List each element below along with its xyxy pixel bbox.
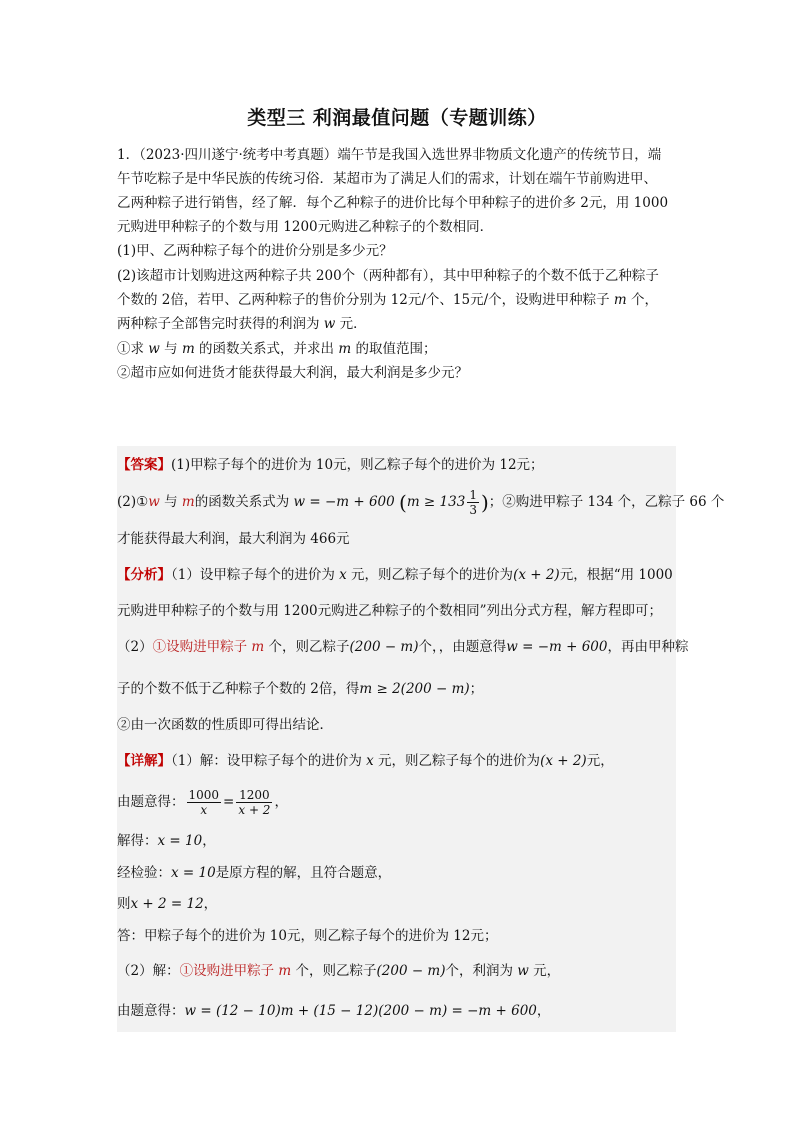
analysis-line-5: ②由一次函数的性质即可得出结论． [117, 717, 333, 733]
detail-text: 个，利润为 [445, 963, 518, 979]
detail-text: （1）解：设甲粽子每个的进价为 [171, 753, 367, 769]
fraction-den: 3 [469, 503, 477, 517]
detail-tag: 【详解】 [117, 753, 171, 769]
answer-line-2 [117, 488, 724, 517]
variable-w: w [517, 963, 529, 979]
formula: (200 − m) [376, 963, 446, 979]
analysis-text: 子的个数不低于乙种粽子个数的 2倍，得 [117, 681, 360, 697]
paren-close: ) [480, 490, 489, 515]
detail-line-5 [117, 895, 217, 913]
detail-line-3 [117, 832, 216, 850]
question-line-2: 午节吃粽子是中华民族的传统习俗．某超市为了满足人们的需求，计划在端午节前购进甲、 [117, 171, 657, 187]
variable-m: m [338, 341, 352, 357]
analysis-tag: 【分析】 [117, 567, 171, 583]
detail-text: 是原方程的解，且符合题意， [215, 865, 392, 881]
analysis-line-1 [117, 566, 673, 584]
detail-text: 解得： [117, 833, 158, 849]
analysis-line-2: 元购进甲种粽子的个数与用 1200元购进乙种粽子的个数相同”列出分式方程，解方程即可； [117, 603, 663, 619]
answer-text: (2)① [117, 494, 149, 510]
detail-text: 由题意得： [117, 1003, 185, 1019]
detail-text: ， [536, 1003, 551, 1019]
formula: m ≥ 133 [406, 494, 466, 510]
detail-text: ， [274, 794, 288, 810]
detail-text: 元， [528, 963, 561, 979]
detail-text: （2）解： [117, 963, 180, 979]
detail-text: ①设购进甲粽子 [179, 963, 279, 979]
variable-x: x [366, 753, 374, 769]
paren-open: ( [399, 490, 407, 515]
analysis-text: （1）设甲粽子每个的进价为 [171, 567, 340, 583]
fraction-num: 1200 [236, 788, 272, 803]
fraction [187, 788, 222, 817]
answer-line-1 [117, 456, 544, 474]
formula: (x + 2) [513, 567, 560, 583]
variable-w: w [323, 316, 336, 332]
question-text: ①求 [117, 341, 149, 357]
question-line-3: 乙两种粽子进行销售，经了解．每个乙种粽子的进价比每个甲种粽子的进价多 2元，用 1000 [117, 195, 669, 211]
formula: w = −m + 600 [293, 494, 395, 510]
page-title: 类型三 利润最值问题（专题训练） [247, 107, 547, 129]
detail-text: 经检验： [117, 865, 171, 881]
detail-line-4 [117, 864, 391, 882]
fraction-num: 1 [469, 488, 477, 502]
question-text: 两种粽子全部售完时获得的利润为 [117, 316, 324, 332]
detail-text: 则 [117, 896, 131, 912]
question-text: 元． [335, 316, 367, 332]
detail-text: ， [203, 896, 218, 912]
detail-line-6: 答：甲粽子每个的进价为 10元，则乙粽子每个的进价为 12元； [117, 928, 498, 944]
question-text: 个数的 2倍，若甲、乙两种粽子的售价分别为 12元/个、15元/个，设购进甲种粽子 [117, 292, 614, 308]
question-sub-1 [117, 340, 436, 358]
question-text: 与 [159, 341, 182, 357]
analysis-text: 个，，由题意得 [418, 639, 507, 655]
analysis-line-4 [117, 680, 483, 698]
question-text: 个， [626, 292, 659, 308]
variable-m: m [278, 963, 292, 979]
variable-m: m [251, 639, 265, 655]
formula: m ≥ 2(200 − m) [359, 681, 470, 697]
question-sub-2: ②超市应如何进货才能获得最大利润，最大利润是多少元？ [117, 365, 468, 381]
detail-line-2: 由题意得： $\frac{1000}{x}$ = $\frac{1200}{x + 2}$ ， [117, 788, 288, 817]
formula: (x + 2) [540, 753, 587, 769]
detail-text: 由题意得： [117, 794, 185, 810]
answer-text: 的函数关系式为 [194, 494, 290, 510]
formula: x = 10 [157, 833, 203, 849]
formula: (200 − m) [349, 639, 419, 655]
analysis-text: 个，则乙粽子 [264, 639, 350, 655]
formula: w = (12 − 10)m + (15 − 12)(200 − m) = −m + 600 [184, 1003, 537, 1019]
analysis-text: ①设购进甲粽子 [152, 639, 252, 655]
fraction-num: 1000 [188, 788, 220, 802]
question-part-2: (2)该超市计划购进这两种粽子共 200个（两种都有），其中甲种粽子的个数不低于乙种粽子 [117, 268, 659, 284]
fraction [236, 788, 272, 817]
variable-w: w [148, 341, 160, 357]
answer-text: (1)甲粽子每个的进价为 10元，则乙粽子每个的进价为 12元； [171, 457, 544, 473]
answer-line-3: 才能获得最大利润，最大利润为 466元 [117, 531, 350, 547]
analysis-text: 元，根据“用 1000 [559, 567, 673, 583]
fraction-den: x + 2 [238, 803, 271, 817]
question-text: 的取值范围； [351, 341, 437, 357]
variable-m: m [613, 292, 627, 308]
question-text: 的函数关系式，并求出 [194, 341, 339, 357]
question-line-8 [117, 315, 367, 333]
question-part-1: (1)甲、乙两种粽子每个的进价分别是多少元？ [117, 243, 393, 259]
analysis-text: 元，则乙粽子每个的进价为 [346, 567, 514, 583]
question-line-7 [117, 291, 658, 309]
question-line-4: 元购进甲种粽子的个数与用 1200元购进乙种粽子的个数相同． [117, 219, 494, 235]
analysis-text: ，再由甲种粽 [607, 639, 689, 655]
variable-w: w [148, 494, 160, 510]
detail-line-8 [117, 1002, 550, 1020]
question-line-1: 1．（2023·四川遂宁·统考中考真题）端午节是我国入选世界非物质文化遗产的传统节日，端 [117, 147, 662, 163]
formula: x = 10 [171, 865, 216, 881]
answer-text: 与 [159, 494, 182, 510]
detail-text: 个，则乙粽子 [291, 963, 377, 979]
fraction [467, 488, 479, 517]
answer-tag: 【答案】 [117, 457, 171, 473]
formula: w = −m + 600 [506, 639, 608, 655]
detail-line-7 [117, 962, 560, 980]
variable-m: m [181, 494, 195, 510]
detail-text: 元，则乙粽子每个的进价为 [373, 753, 541, 769]
analysis-line-3 [117, 638, 688, 656]
fraction-den: x [200, 803, 208, 817]
analysis-text: （2） [117, 639, 153, 655]
variable-x: x [339, 567, 347, 583]
analysis-text: ； [469, 681, 484, 697]
variable-m: m [181, 341, 195, 357]
detail-line-1 [117, 752, 614, 770]
detail-text: 元， [586, 753, 614, 769]
detail-text: ， [202, 833, 216, 849]
answer-text: ；②购进甲粽子 134 个，乙粽子 66 个 [488, 494, 725, 510]
formula: x + 2 = 12 [130, 896, 204, 912]
